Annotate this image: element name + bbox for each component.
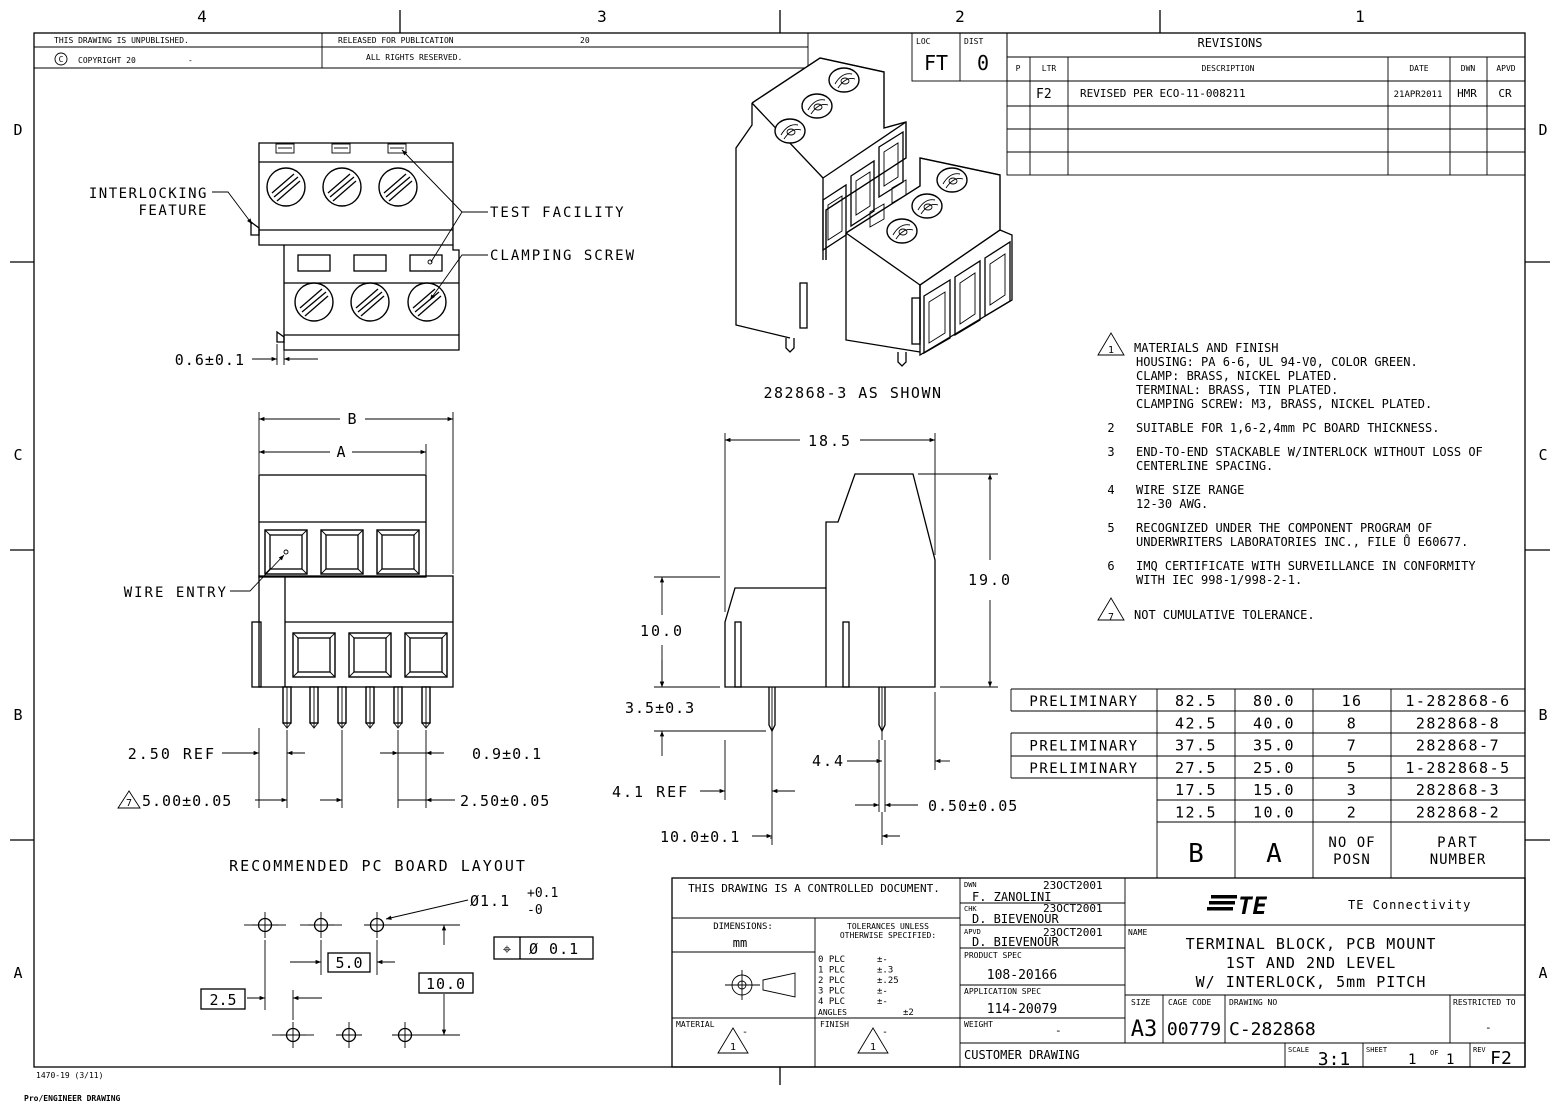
interlocking-label-1: INTERLOCKING [88,186,208,202]
rev-col-dwn: DWN [1460,64,1476,73]
dim-19-0: 19.0 [967,571,1013,589]
part-number-table [1011,689,1525,878]
part-cell-b: 82.5 [1174,692,1218,710]
part-cell-posn: 5 [1346,758,1358,777]
part-cell-posn: 2 [1346,803,1358,822]
dim-18-5: 18.5 [807,432,853,450]
dim-3-5: 3.5±0.3 [625,699,696,717]
chk-name: D. BIEVENOUR [972,912,1059,926]
part-header-part-1: PART [1437,835,1479,851]
tolerance-rows [818,955,899,1007]
note-text: CENTERLINE SPACING. [1136,459,1274,473]
note-text: WITH IEC 998-1/998-2-1. [1136,573,1303,587]
application-spec: 114-20079 [986,1002,1058,1017]
dwn-label: DWN [964,881,977,889]
side-view [612,432,1018,846]
note-number: 2 [1107,421,1115,435]
tolerance-label-1: TOLERANCES UNLESS [847,922,929,931]
part-cell-b: 37.5 [1174,736,1218,755]
part-cell-a: 40.0 [1252,714,1296,733]
finish-value: - [882,1027,889,1038]
part-cell-posn: 16 [1341,692,1363,710]
note-number: 1 [1107,345,1115,356]
zone-left-b: B [13,706,23,724]
zone-left-d: D [13,121,23,139]
restricted-label: RESTRICTED TO [1453,998,1516,1007]
part-header-posn-1: NO OF [1328,835,1376,851]
pcb-box-10-0: 10.0 [425,975,467,993]
part-cell-part: 282868-2 [1415,803,1501,822]
size-value: A3 [1130,1017,1158,1042]
rev-apvd: CR [1498,87,1512,100]
rev-col-ltr: LTR [1041,64,1057,73]
chk-date: 23OCT2001 [1043,902,1103,915]
position-symbol: ⌖ [502,940,512,958]
copyright-symbol: C [58,55,64,64]
rev-label: REV [1473,1046,1486,1054]
iso-caption: 282868-3 AS SHOWN [763,384,943,402]
finish-note-number: 1 [869,1042,877,1053]
note-text: RECOGNIZED UNDER THE COMPONENT PROGRAM OF [1136,521,1433,535]
material-value: - [742,1027,749,1038]
zone-left-c: C [13,446,23,464]
apvd-date: 23OCT2001 [1043,926,1103,939]
part-cell-b: 17.5 [1174,781,1218,800]
rev-dwn: HMR [1457,87,1477,100]
rev-col-description: DESCRIPTION [1201,64,1255,73]
zone-top-4: 4 [197,7,207,26]
zone-right-b: B [1538,706,1548,724]
dwn-date: 23OCT2001 [1043,879,1103,892]
cage-value: 00779 [1166,1019,1222,1040]
ref-2-50: 2.50 REF [127,745,216,763]
title-block [672,878,1525,1070]
top-view [89,143,636,369]
dimensions-units: mm [732,936,748,950]
dim-4-4: 4.4 [812,752,846,770]
title-line-2: 1ST AND 2ND LEVEL [1225,954,1397,972]
title-line-3: W/ INTERLOCK, 5mm PITCH [1195,973,1427,991]
dim-5-00: 5.00±0.05 [142,792,233,810]
rev-description: REVISED PER ECO-11-008211 [1080,87,1246,100]
rev-col-apvd: APVD [1496,64,1516,73]
apvd-label: APVD [964,928,981,936]
company-name: TE Connectivity [1348,898,1472,912]
part-cell-b: 12.5 [1174,803,1218,822]
material-note-number: 1 [729,1042,737,1053]
note-text: UNDERWRITERS LABORATORIES INC., FILE Ů E60677. [1136,535,1469,549]
tolerance-value: ±- [877,997,888,1007]
chk-label: CHK [964,905,977,913]
note-text: WIRE SIZE RANGE [1136,483,1245,497]
restricted-value: - [1485,1021,1492,1034]
note-number: 3 [1107,445,1115,459]
note-text: MATERIALS AND FINISH [1134,341,1279,355]
part-cell-a: 15.0 [1252,781,1296,800]
note-text: END-TO-END STACKABLE W/INTERLOCK WITHOUT LOSS OF [1136,445,1483,459]
hole-tol-plus: +0.1 [527,886,559,901]
wire-entry-label: WIRE ENTRY [123,585,228,601]
dim-2-50: 2.50±0.05 [460,792,551,810]
angles-label: ANGLES [818,1008,847,1017]
position-tolerance-value: Ø 0.1 [529,940,580,958]
pcb-box-5-0: 5.0 [335,954,363,972]
customer-drawing: CUSTOMER DRAWING [964,1048,1080,1062]
unpublished-text: THIS DRAWING IS UNPUBLISHED. [54,36,189,45]
loc-value: FT [923,51,949,75]
part-cell-a: 80.0 [1252,692,1296,710]
drawing-no-label: DRAWING NO [1229,998,1278,1007]
apvd-name: D. BIEVENOUR [972,935,1059,949]
pcb-layout [201,886,593,1048]
tolerance-label-2: OTHERWISE SPECIFIED: [839,931,937,940]
hole-diameter: Ø1.1 [470,892,511,910]
loc-label: LOC [916,37,931,46]
application-spec-label: APPLICATION SPEC [964,987,1042,996]
hole-tol-minus: -0 [527,903,543,918]
dim-0-9: 0.9±0.1 [472,745,543,763]
clamping-screw-label: CLAMPING SCREW [490,248,637,264]
scale-label: SCALE [1288,1046,1310,1054]
size-label: SIZE [1131,998,1151,1007]
part-cell-a: 35.0 [1252,736,1296,755]
note-text: HOUSING: PA 6-6, UL 94-V0, COLOR GREEN. [1136,355,1418,369]
part-header-part-2: NUMBER [1429,852,1487,868]
revisions-title: REVISIONS [1197,36,1263,50]
zone-left-a: A [13,964,23,982]
part-cell-posn: 3 [1346,781,1358,800]
note-text: TERMINAL: BRASS, TIN PLATED. [1136,383,1339,397]
zone-right-d: D [1538,121,1548,139]
zone-top-3: 3 [597,7,607,26]
dwn-name: F. ZANOLINI [972,890,1052,904]
test-facility-label: TEST FACILITY [490,205,626,221]
part-header-posn-2: POSN [1333,852,1371,868]
product-spec: 108-20166 [986,968,1058,983]
revisions-block [1007,33,1525,175]
part-cell-b: 42.5 [1174,714,1218,733]
part-cell-status: PRELIMINARY [1029,694,1139,710]
part-cell-part: 282868-7 [1415,736,1501,755]
name-label: NAME [1128,928,1148,937]
weight-label: WEIGHT [964,1020,993,1029]
part-cell-part: 282868-3 [1415,781,1501,800]
dim-0-6: 0.6±0.1 [174,351,245,369]
rev-ltr: F2 [1036,87,1052,102]
rev-col-p: P [1015,64,1021,73]
dim-a: A [336,443,346,461]
zone-top-1: 1 [1355,7,1365,26]
dim-10-0: 10.0 [639,622,685,640]
tolerance-plc: 2 PLC [818,976,846,986]
product-spec-label: PRODUCT SPEC [964,951,1022,960]
finish-label: FINISH [820,1020,849,1029]
copyright-text: COPYRIGHT 20 [78,56,136,65]
zone-right-c: C [1538,446,1548,464]
sheet-value: 1 [1408,1052,1417,1068]
copyright-dash: - [188,56,193,65]
note-text: CLAMP: BRASS, NICKEL PLATED. [1136,369,1339,383]
part-cell-part: 1-282868-5 [1405,758,1511,777]
tolerance-value: ±.25 [877,976,899,986]
rev-date: 21APR2011 [1393,90,1443,100]
zone-top-2: 2 [955,7,965,26]
tolerance-plc: 3 PLC [818,986,846,997]
part-cell-part: 282868-8 [1415,714,1501,733]
note-text: CLAMPING SCREW: M3, BRASS, NICKEL PLATED. [1136,397,1433,411]
angles-value: ±2 [903,1008,914,1018]
front-view [118,410,550,875]
zone-right-a: A [1538,964,1548,982]
title-line-1: TERMINAL BLOCK, PCB MOUNT [1185,935,1437,953]
released-text: RELEASED FOR PUBLICATION [338,36,454,45]
weight-value: - [1055,1024,1062,1037]
dim-0-50: 0.50±0.05 [928,797,1019,815]
part-cell-a: 25.0 [1252,758,1296,777]
note-number: 5 [1107,521,1115,535]
part-cell-b: 27.5 [1174,758,1218,777]
part-cell-a: 10.0 [1252,803,1296,822]
isometric-view [736,58,1012,402]
sheet-label: SHEET [1366,1046,1388,1054]
material-label: MATERIAL [676,1020,715,1029]
third-angle-projection-icon [725,970,795,1000]
part-cell-status: PRELIMINARY [1029,738,1139,755]
part-cell-status: PRELIMINARY [1029,760,1139,777]
notes [1098,333,1483,623]
ref-4-1: 4.1 REF [612,783,690,801]
part-header-b: B [1188,839,1204,869]
tolerance-plc: 4 PLC [818,997,846,1007]
tolerance-plc: 0 PLC [818,955,846,965]
note-text: SUITABLE FOR 1,6-2,4mm PC BOARD THICKNESS. [1136,421,1440,435]
drawing-number: C-282868 [1229,1019,1316,1040]
note-text: 12-30 AWG. [1136,497,1209,511]
dist-value: 0 [976,51,990,75]
note-text: IMQ CERTIFICATE WITH SURVEILLANCE IN CONFORMITY [1136,559,1476,573]
note-7-flag: 7 [125,798,133,809]
note-number: 4 [1107,483,1115,497]
dimensions-label: DIMENSIONS: [713,922,773,932]
of-label: OF [1430,1049,1439,1057]
part-cell-posn: 8 [1346,714,1358,733]
cad-system: Pro/ENGINEER DRAWING [24,1094,121,1103]
rev-col-date: DATE [1409,64,1429,73]
te-logo [1207,892,1267,920]
te-logo-text: TE [1238,892,1267,920]
of-value: 1 [1446,1052,1455,1068]
dim-10-0-tol: 10.0±0.1 [660,828,741,846]
released-year: 20 [580,36,590,45]
note-number: 6 [1107,559,1115,573]
note-number: 7 [1107,612,1115,623]
part-cell-part: 1-282868-6 [1405,692,1511,710]
form-number: 1470-19 (3/11) [36,1071,104,1080]
rights-text: ALL RIGHTS RESERVED. [366,53,463,62]
recommended-layout-title: RECOMMENDED PC BOARD LAYOUT [229,857,527,875]
pcb-box-2-5: 2.5 [209,991,237,1009]
rev-value: F2 [1490,1048,1512,1069]
note-text: NOT CUMULATIVE TOLERANCE. [1134,608,1315,622]
dist-label: DIST [964,37,984,46]
dim-b: B [347,410,357,428]
tolerance-value: ±- [877,986,888,997]
scale-value: 3:1 [1317,1049,1351,1070]
cage-label: CAGE CODE [1168,998,1212,1007]
tolerance-plc: 1 PLC [818,965,846,976]
part-cell-posn: 7 [1346,736,1358,755]
interlocking-label-2: FEATURE [138,203,208,219]
part-header-a: A [1266,839,1282,869]
tolerance-value: ±.3 [877,965,894,976]
controlled-document: THIS DRAWING IS A CONTROLLED DOCUMENT. [688,882,940,895]
tolerance-value: ±- [877,955,888,965]
